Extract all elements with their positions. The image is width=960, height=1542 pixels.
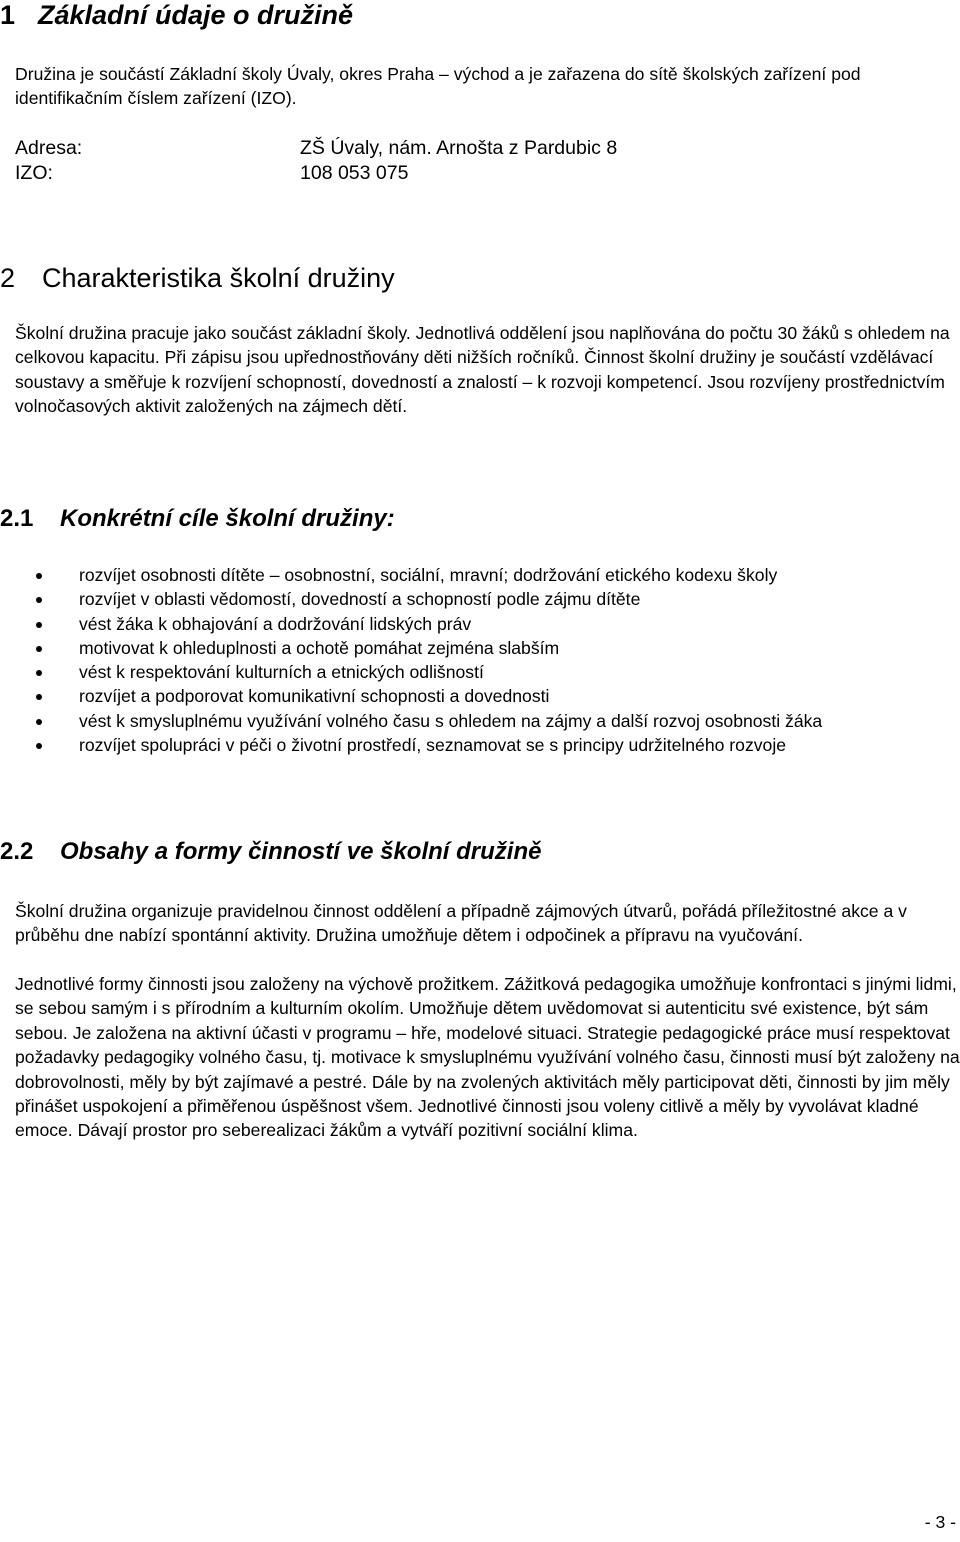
section-2-text: Školní družina pracuje jako součást základní školy. Jednotlivá oddělení jsou naplňována do počtu 30 žáků s ohledem na celkovou kapacitu. Při zápisu jsou upřednostňovány děti nižších ročníků. Činnost školní družiny je součástí vzdělávací soustavy a směřuje k rozvíjení schopností, dovedností a znalostí – k rozvoji kompetencí. Jsou rozvíjeny prostřednictvím volnočasových aktivit založených na zájmech dětí. — [15, 323, 950, 417]
section-1-intro: Družina je součástí Základní školy Úvaly, okres Praha – východ a je zařazena do sítě školských zařízení pod identifikačním číslem zařízení (IZO). — [15, 64, 861, 109]
bullet-icon — [36, 622, 42, 628]
section-2-heading — [0, 263, 395, 293]
section-2-2-number: 2.2 — [0, 838, 34, 865]
address-label: Adresa: — [15, 137, 83, 159]
bullet-icon — [36, 646, 42, 652]
bullet-icon — [36, 743, 42, 749]
bullet-icon — [36, 694, 42, 700]
section-2-2-paragraph-1: Školní družina organizuje pravidelnou činnost oddělení a případně zájmových útvarů, pořádá příležitostné akce a v průběhu dne nabízí spontánní aktivity. Družina umožňuje dětem i odpočinek a přípravu na vyučování. — [15, 901, 907, 946]
section-2-1-title: Konkrétní cíle školní družiny: — [60, 505, 395, 532]
section-2-2-paragraph-2: Jednotlivé formy činnosti jsou založeny na výchově prožitkem. Zážitková pedagogika umožňuje konfrontaci s jinými lidmi, se sebou samým i s přírodním a kulturním okolím. Umožňuje dětem uvědomovat si autenticitu své existence, být sám sebou. Je založena na aktivní účasti v programu – hře, modelové situaci. Strategie pedagogické práce musí respektovat požadavky pedagogiky volného času, tj. motivace k smysluplnému využívání volného času, činnosti musí být založeny na dobrovolnosti, měly by být zajímavé a pestré. Dále by na zvolených aktivitách měly participovat děti, činnosti by jim měly přinášet uspokojení a přiměřenou úspěšnost všem. Jednotlivé činnosti jsou voleny citlivě a měly by vyvolávat kladné emoce. Dávají prostor pro seberealizaci žákům a vytváří pozitivní sociální klima. — [15, 974, 960, 1141]
izo-label: IZO: — [15, 162, 53, 184]
izo-value: 108 053 075 — [300, 162, 409, 184]
section-1-title: Základní údaje o družině — [38, 0, 354, 30]
bullet-icon — [36, 573, 42, 579]
list-item: motivovat k ohleduplnosti a ochotě pomáhat zejména slabším — [0, 636, 960, 660]
section-1-heading — [0, 0, 353, 30]
goals-list — [0, 563, 960, 757]
address-row — [15, 135, 617, 161]
izo-row — [15, 160, 408, 186]
list-item: vést k smysluplnému využívání volného času s ohledem na zájmy a další rozvoj osobnosti žáka — [0, 709, 960, 733]
bullet-icon — [36, 719, 42, 725]
list-item: rozvíjet spolupráci v péči o životní prostředí, seznamovat se s principy udržitelného rozvoje — [0, 733, 960, 757]
bullet-icon — [36, 670, 42, 676]
section-2-1-heading — [0, 505, 395, 533]
list-item: rozvíjet v oblasti vědomostí, dovedností a schopností podle zájmu dítěte — [0, 587, 960, 611]
section-1-number: 1 — [0, 0, 16, 30]
list-item: rozvíjet a podporovat komunikativní schopnosti a dovednosti — [0, 684, 960, 708]
section-2-title: Charakteristika školní družiny — [42, 263, 395, 293]
section-2-1-number: 2.1 — [0, 505, 34, 532]
section-2-number: 2 — [0, 263, 16, 293]
section-2-2-heading — [0, 838, 541, 866]
address-value: ZŠ Úvaly, nám. Arnošta z Pardubic 8 — [300, 137, 618, 159]
list-item: vést žáka k obhajování a dodržování lidských práv — [0, 612, 960, 636]
section-2-2-title: Obsahy a formy činností ve školní družině — [60, 838, 542, 865]
page-number: - 3 - — [924, 1512, 956, 1532]
list-item: rozvíjet osobnosti dítěte – osobnostní, sociální, mravní; dodržování etického kodexu školy — [0, 563, 960, 587]
list-item: vést k respektování kulturních a etnických odlišností — [0, 660, 960, 684]
bullet-icon — [36, 597, 42, 603]
